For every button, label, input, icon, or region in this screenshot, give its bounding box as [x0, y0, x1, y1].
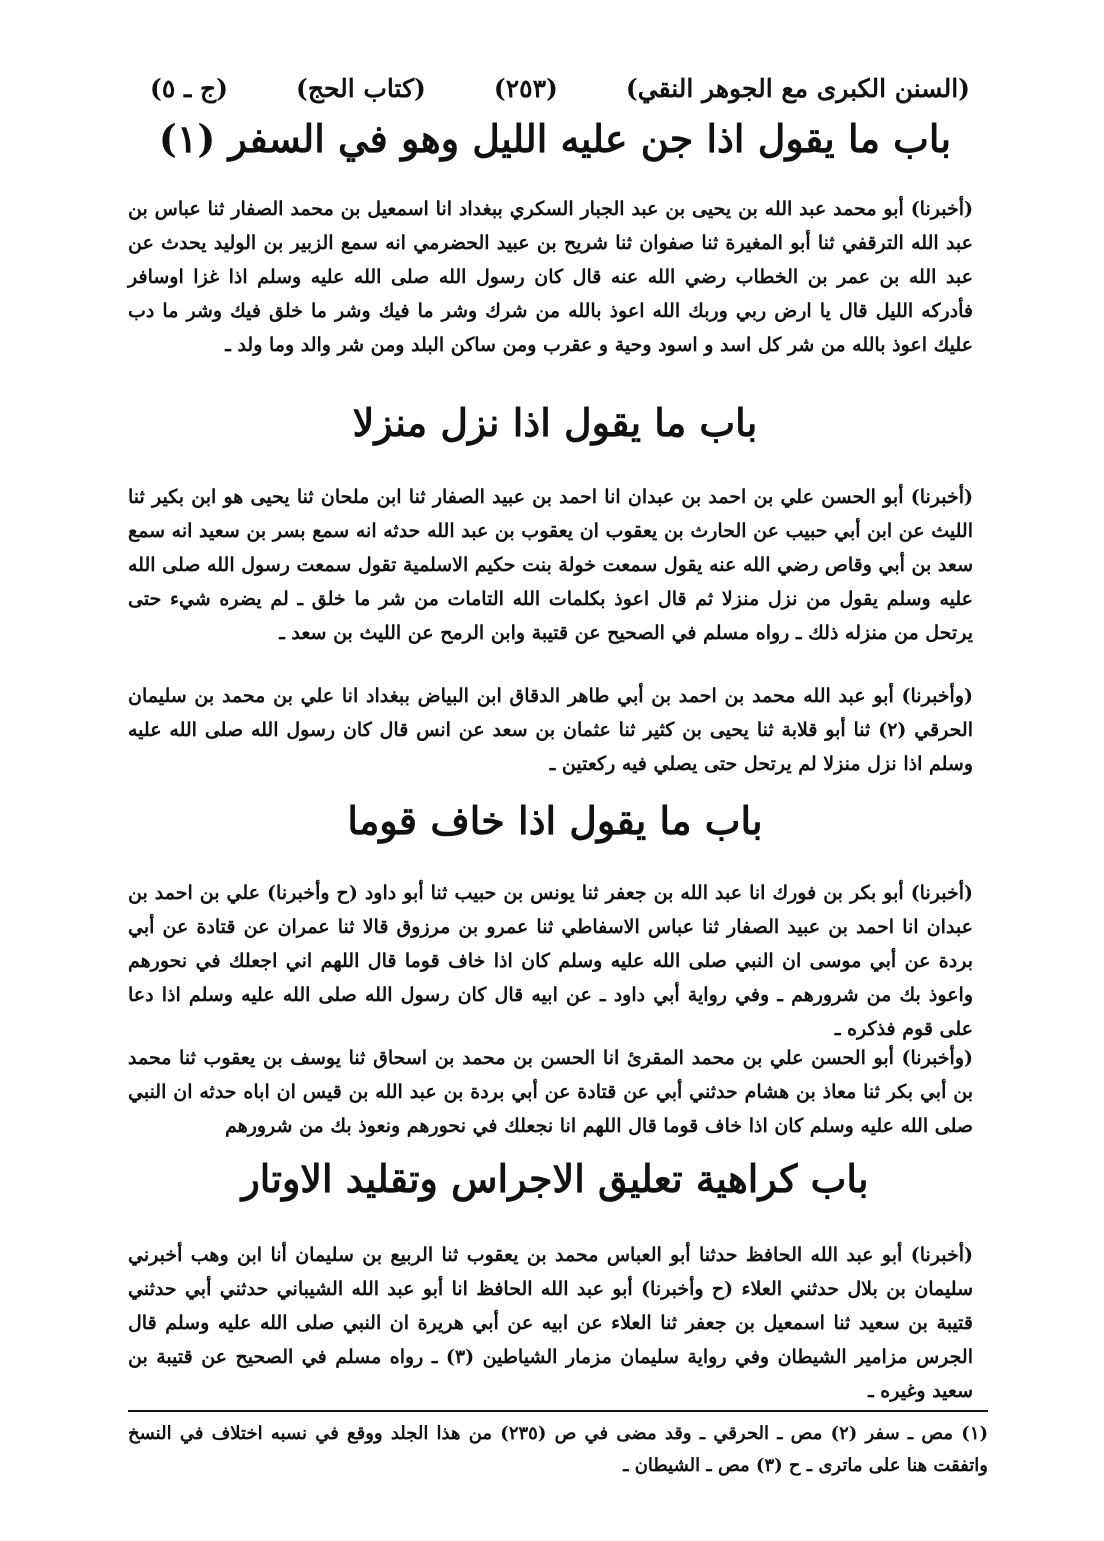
hadith-paragraph: (وأخبرنا) أبو الحسن علي بن محمد المقرئ انا الحسن بن محمد بن اسحاق ثنا يوسف بن يعقوب ثنا محمد بن أبي بكر ثنا معاذ بن هشام حدثني أبي عن قتادة عن أبي بردة بن عبد الله بن قيس ان اباه حدثه ان النبي صلى الله عليه وسلم كان اذا خاف قوما قال اللهم انا نجعلك في نحورهم ونعوذ بك من شرورهم — [128, 1047, 973, 1137]
hadith-paragraph: (أخبرنا) أبو بكر بن فورك انا عبد الله بن جعفر ثنا يونس بن حبيب ثنا أبو داود (ح وأخبرنا) علي بن احمد بن عبدان انا احمد بن عبيد الصفار ثنا عباس الاسفاطي ثنا عمرو بن مرزوق قالا ثنا عمران عن قتادة عن أبي بردة عن أبي موسى ان النبي صلى الله عليه وسلم كان اذا خاف قوما قال اللهم اني اجعلك في نحورهم واعوذ بك من شرورهم ـ وفي رواية أبي داود ـ عن ابيه قال كان رسول الله صلى الله عليه وسلم اذا دعا على قوم فذكره ـ — [128, 882, 973, 1040]
page-number: (٢٥٣) — [493, 73, 558, 103]
volume-number: (ج ـ ٥) — [150, 73, 228, 103]
section-heading: باب ما يقول اذا جن عليه الليل وهو في السفر (١) — [158, 116, 952, 161]
chapter-name: (كتاب الحج) — [296, 73, 426, 103]
book-title: (السنن الكبرى مع الجوهر النقي) — [625, 73, 970, 103]
footnote-divider — [128, 1410, 988, 1412]
section-heading: باب ما يقول اذا نزل منزلا — [352, 400, 758, 445]
section-heading: باب كراهية تعليق الاجراس وتقليد الاوتار — [241, 1156, 869, 1201]
section-heading: باب ما يقول اذا خاف قوما — [347, 798, 763, 843]
hadith-paragraph: (وأخبرنا) أبو عبد الله محمد بن احمد بن أبي طاهر الدقاق ابن البياض ببغداد انا علي بن محمد بن سليمان الحرقي (٢) ثنا أبو قلابة ثنا يحيى بن كثير ثنا عثمان بن سعد عن انس قال كان رسول الله صلى الله عليه وسلم اذا نزل منزلا لم يرتحل حتى يصلي فيه ركعتين ـ — [128, 685, 973, 775]
hadith-paragraph: (أخبرنا) أبو عبد الله الحافظ حدثنا أبو العباس محمد بن يعقوب ثنا الربيع بن سليمان أنا ابن وهب أخبرني سليمان بن بلال حدثني العلاء (ح وأخبرنا) أبو عبد الله الحافظ انا أبو عبد الله الشيباني حدثني أبي حدثني قتيبة بن سعيد ثنا اسمعيل بن جعفر ثنا العلاء عن ابيه عن أبي هريرة ان النبي صلى الله عليه وسلم قال الجرس مزامير الشيطان وفي رواية سليمان مزمار الشياطين (٣) ـ رواه مسلم في الصحيح عن قتيبة بن سعيد وغيره ـ — [128, 1244, 973, 1402]
hadith-paragraph: (أخبرنا) أبو الحسن علي بن احمد بن عبدان انا احمد بن عبيد الصفار ثنا ابن ملحان ثنا يحيى هو ابن بكير ثنا الليث عن ابن أبي حبيب عن الحارث بن يعقوب ان يعقوب بن عبد الله حدثه انه سمع بسر بن سعيد انه سمع سعد بن أبي وقاص رضي الله عنه يقول سمعت خولة بنت حكيم الاسلمية تقول سمعت رسول الله صلى الله عليه وسلم يقول من نزل منزلا ثم قال اعوذ بكلمات الله التامات من شر ما خلق ـ لم يضره شيء حتى يرتحل من منزله ذلك ـ رواه مسلم في الصحيح عن قتيبة وابن الرمح عن الليث بن سعد ـ — [128, 486, 973, 644]
footnotes: (١) مص ـ سفر (٢) مص ـ الحرقي ـ وقد مضى في ص (٢٣٥) من هذا الجلد ووقع في نسبه اختلاف في النسخ واتفقت هنا على ماترى ـ ح (٣) مص ـ الشيطان ـ — [128, 1423, 989, 1476]
page-header — [150, 62, 970, 114]
hadith-paragraph: (أخبرنا) أبو محمد عبد الله بن يحيى بن عبد الجبار السكري ببغداد انا اسمعيل بن محمد الصفار ثنا عباس بن عبد الله الترقفي ثنا أبو المغيرة ثنا صفوان ثنا شريح بن عبيد الحضرمي انه سمع الزبير بن الوليد يحدث عن عبد الله بن عمر بن الخطاب رضي الله عنه قال كان رسول الله صلى الله عليه وسلم اذا غزا اوسافر فأدركه الليل قال يا ارض ربي وربك الله اعوذ بالله من شرك وشر ما فيك وشر ما خلق فيك وشر ما دب عليك اعوذ بالله من شر كل اسد و اسود وحية و عقرب ومن ساكن البلد ومن شر والد وما ولد ـ — [128, 198, 973, 356]
